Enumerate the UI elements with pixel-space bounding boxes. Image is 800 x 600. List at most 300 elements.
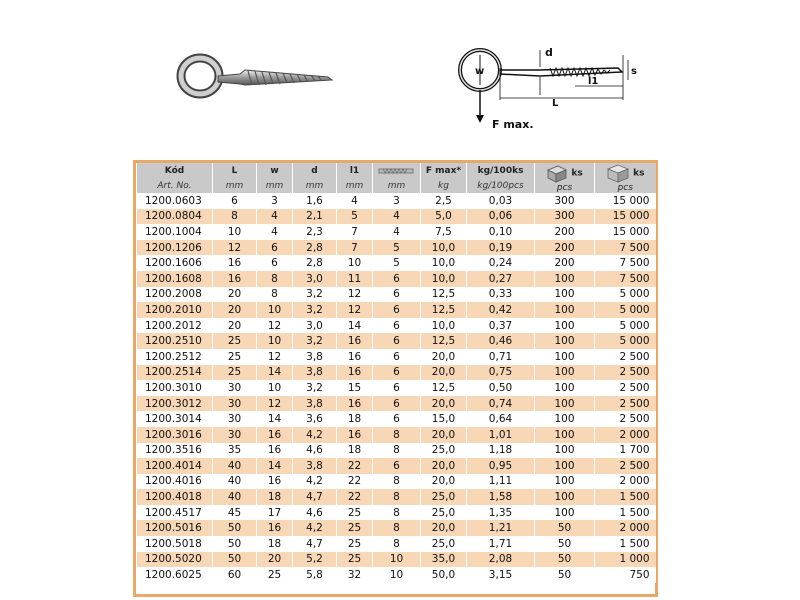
table-row: [137, 349, 656, 365]
cell-thread-length: 12: [337, 287, 373, 303]
cell-width: 10: [257, 333, 293, 349]
cell-code: 1200.2514: [137, 365, 213, 381]
ks-box-label: ks: [571, 168, 583, 179]
table-row: [137, 365, 656, 381]
cell-fmax: 10,0: [421, 318, 467, 334]
sub-l1-mm: mm: [337, 179, 373, 193]
table-row: [137, 411, 656, 427]
cell-qty-carton: 2 500: [595, 349, 656, 365]
table-row: [137, 380, 656, 396]
cell-code: 1200.1606: [137, 255, 213, 271]
cell-fmax: 12,5: [421, 287, 467, 303]
cell-qty-carton: 2 000: [595, 427, 656, 443]
cell-code: 1200.4016: [137, 474, 213, 490]
cell-fmax: 10,0: [421, 255, 467, 271]
cell-code: 1200.2012: [137, 318, 213, 334]
cell-width: 12: [257, 318, 293, 334]
cell-diameter: 2,3: [293, 224, 337, 240]
cell-width: 16: [257, 520, 293, 536]
cell-code: 1200.3010: [137, 380, 213, 396]
cell-weight: 0,64: [467, 411, 535, 427]
cell-fmax: 20,0: [421, 474, 467, 490]
cell-length: 60: [213, 567, 257, 583]
cell-weight: 1,01: [467, 427, 535, 443]
cell-code: 1200.4018: [137, 489, 213, 505]
cell-width: 16: [257, 443, 293, 459]
cell-fmax: 20,0: [421, 365, 467, 381]
cell-diameter: 3,0: [293, 271, 337, 287]
cell-dowel-size: 3: [373, 193, 421, 209]
cell-thread-length: 22: [337, 489, 373, 505]
fmax-label: F max.: [492, 118, 534, 131]
cell-code: 1200.1608: [137, 271, 213, 287]
ks-carton-label: ks: [633, 168, 645, 179]
cell-width: 14: [257, 411, 293, 427]
cell-dowel-size: 8: [373, 443, 421, 459]
table-row: [137, 396, 656, 412]
pcs-box-label: pcs: [556, 183, 573, 193]
cell-fmax: 10,0: [421, 271, 467, 287]
cell-dowel-size: 6: [373, 411, 421, 427]
cell-code: 1200.0804: [137, 209, 213, 225]
cell-qty-carton: 7 500: [595, 255, 656, 271]
cell-diameter: 3,2: [293, 333, 337, 349]
sub-L-mm: mm: [213, 179, 257, 193]
label-L: L: [552, 98, 559, 109]
cell-dowel-size: 8: [373, 489, 421, 505]
cell-code: 1200.2010: [137, 302, 213, 318]
cell-qty-carton: 2 500: [595, 396, 656, 412]
col-L: L: [213, 163, 257, 179]
table-row: [137, 536, 656, 552]
table-row: [137, 505, 656, 521]
cell-thread-length: 10: [337, 255, 373, 271]
col-ks-box: [535, 163, 595, 193]
table-row: [137, 193, 656, 209]
cell-code: 1200.4517: [137, 505, 213, 521]
cell-fmax: 10,0: [421, 240, 467, 256]
cell-width: 17: [257, 505, 293, 521]
spec-table: [136, 163, 656, 583]
cell-thread-length: 25: [337, 536, 373, 552]
spec-table-body: [137, 193, 656, 583]
cell-thread-length: 32: [337, 567, 373, 583]
cell-dowel-size: 6: [373, 271, 421, 287]
cell-width: 4: [257, 224, 293, 240]
cell-width: 6: [257, 240, 293, 256]
cell-fmax: 20,0: [421, 396, 467, 412]
cell-code: 1200.1206: [137, 240, 213, 256]
sub-d-mm: mm: [293, 179, 337, 193]
cell-weight: 0,42: [467, 302, 535, 318]
cell-qty-box: 50: [535, 520, 595, 536]
cell-width: 18: [257, 489, 293, 505]
cell-length: 40: [213, 474, 257, 490]
cell-length: 25: [213, 365, 257, 381]
cell-length: 25: [213, 349, 257, 365]
cell-dowel-size: 6: [373, 302, 421, 318]
cell-qty-box: 200: [535, 240, 595, 256]
cell-dowel-size: 8: [373, 474, 421, 490]
cell-fmax: 20,0: [421, 427, 467, 443]
cell-qty-box: 100: [535, 380, 595, 396]
cell-qty-carton: 1 500: [595, 505, 656, 521]
table-row: [137, 458, 656, 474]
cell-fmax: 7,5: [421, 224, 467, 240]
table-row: [137, 333, 656, 349]
cell-width: 25: [257, 567, 293, 583]
cell-thread-length: 18: [337, 411, 373, 427]
cell-diameter: 5,2: [293, 552, 337, 568]
cell-diameter: 4,2: [293, 427, 337, 443]
cell-width: 14: [257, 458, 293, 474]
table-row: [137, 567, 656, 583]
cell-diameter: 4,2: [293, 520, 337, 536]
cell-width: 20: [257, 552, 293, 568]
cell-width: 16: [257, 427, 293, 443]
cell-weight: 0,19: [467, 240, 535, 256]
cell-fmax: 15,0: [421, 411, 467, 427]
cell-qty-carton: 2 000: [595, 474, 656, 490]
cell-length: 50: [213, 520, 257, 536]
cell-qty-box: 100: [535, 349, 595, 365]
cell-qty-carton: 2 000: [595, 520, 656, 536]
table-row: [137, 209, 656, 225]
cell-width: 14: [257, 365, 293, 381]
cell-fmax: 25,0: [421, 489, 467, 505]
cell-length: 50: [213, 552, 257, 568]
cell-qty-carton: 1 000: [595, 552, 656, 568]
cell-weight: 0,74: [467, 396, 535, 412]
cell-thread-length: 16: [337, 427, 373, 443]
cell-code: 1200.6025: [137, 567, 213, 583]
cell-dowel-size: 5: [373, 240, 421, 256]
cell-qty-box: 200: [535, 224, 595, 240]
cell-length: 8: [213, 209, 257, 225]
cell-dowel-size: 5: [373, 255, 421, 271]
table-row: [137, 255, 656, 271]
cell-qty-box: 300: [535, 209, 595, 225]
small-box-icon: [546, 163, 568, 183]
cell-width: 18: [257, 536, 293, 552]
cell-weight: 0,46: [467, 333, 535, 349]
cell-thread-length: 25: [337, 520, 373, 536]
cell-fmax: 25,0: [421, 443, 467, 459]
cell-thread-length: 15: [337, 380, 373, 396]
cell-qty-box: 100: [535, 318, 595, 334]
cell-qty-box: 100: [535, 287, 595, 303]
cell-diameter: 3,0: [293, 318, 337, 334]
cell-fmax: 20,0: [421, 520, 467, 536]
cell-qty-carton: 7 500: [595, 271, 656, 287]
cell-thread-length: 5: [337, 209, 373, 225]
cell-fmax: 25,0: [421, 505, 467, 521]
cell-weight: 1,35: [467, 505, 535, 521]
cell-dowel-size: 8: [373, 427, 421, 443]
cell-diameter: 3,2: [293, 380, 337, 396]
cell-code: 1200.2512: [137, 349, 213, 365]
cell-diameter: 2,8: [293, 255, 337, 271]
screw-eye-photo: [160, 40, 370, 140]
cell-weight: 0,03: [467, 193, 535, 209]
cell-fmax: 50,0: [421, 567, 467, 583]
cell-thread-length: 16: [337, 349, 373, 365]
cell-fmax: 25,0: [421, 536, 467, 552]
cell-qty-carton: 2 500: [595, 411, 656, 427]
cell-length: 45: [213, 505, 257, 521]
cell-qty-carton: 5 000: [595, 333, 656, 349]
cell-dowel-size: 6: [373, 380, 421, 396]
col-dowel: [373, 163, 421, 179]
cell-diameter: 3,2: [293, 302, 337, 318]
cell-dowel-size: 6: [373, 349, 421, 365]
cell-thread-length: 22: [337, 458, 373, 474]
table-row: [137, 224, 656, 240]
cell-fmax: 20,0: [421, 458, 467, 474]
cell-thread-length: 11: [337, 271, 373, 287]
table-row: [137, 520, 656, 536]
cell-fmax: 5,0: [421, 209, 467, 225]
cell-diameter: 3,8: [293, 365, 337, 381]
cell-weight: 0,95: [467, 458, 535, 474]
col-w: w: [257, 163, 293, 179]
pcs-carton-label: pcs: [617, 183, 633, 193]
cell-dowel-size: 8: [373, 520, 421, 536]
cell-code: 1200.3516: [137, 443, 213, 459]
cell-fmax: 12,5: [421, 380, 467, 396]
cell-weight: 2,08: [467, 552, 535, 568]
label-l1: l1: [588, 76, 599, 87]
cell-length: 20: [213, 318, 257, 334]
cell-qty-carton: 5 000: [595, 287, 656, 303]
cell-dowel-size: 6: [373, 287, 421, 303]
cell-qty-box: 100: [535, 271, 595, 287]
cell-thread-length: 25: [337, 552, 373, 568]
cell-diameter: 4,7: [293, 536, 337, 552]
cell-qty-carton: 15 000: [595, 209, 656, 225]
table-row: [137, 302, 656, 318]
cell-length: 35: [213, 443, 257, 459]
cell-length: 40: [213, 458, 257, 474]
cell-thread-length: 4: [337, 193, 373, 209]
col-d: d: [293, 163, 337, 179]
cell-qty-box: 100: [535, 396, 595, 412]
sub-w-mm: mm: [257, 179, 293, 193]
cell-weight: 1,11: [467, 474, 535, 490]
cell-weight: 0,27: [467, 271, 535, 287]
cell-qty-box: 100: [535, 411, 595, 427]
cell-fmax: 12,5: [421, 333, 467, 349]
cell-code: 1200.5016: [137, 520, 213, 536]
header-row: [137, 163, 656, 179]
label-s: s: [631, 66, 637, 77]
cell-weight: 0,10: [467, 224, 535, 240]
cell-length: 6: [213, 193, 257, 209]
cell-thread-length: 12: [337, 302, 373, 318]
cell-dowel-size: 4: [373, 224, 421, 240]
cell-weight: 0,50: [467, 380, 535, 396]
cell-code: 1200.2510: [137, 333, 213, 349]
cell-fmax: 2,5: [421, 193, 467, 209]
cell-diameter: 3,8: [293, 396, 337, 412]
cell-qty-carton: 15 000: [595, 224, 656, 240]
cell-width: 8: [257, 271, 293, 287]
cell-weight: 0,33: [467, 287, 535, 303]
cell-diameter: 5,8: [293, 567, 337, 583]
cell-thread-length: 16: [337, 365, 373, 381]
sub-dowel-mm: mm: [373, 179, 421, 193]
cell-qty-box: 100: [535, 489, 595, 505]
spec-table-frame: [133, 160, 658, 597]
cell-diameter: 1,6: [293, 193, 337, 209]
cell-length: 12: [213, 240, 257, 256]
cell-qty-box: 100: [535, 474, 595, 490]
col-l1: l1: [337, 163, 373, 179]
cell-weight: 1,58: [467, 489, 535, 505]
cell-weight: 0,71: [467, 349, 535, 365]
cell-diameter: 3,8: [293, 349, 337, 365]
cell-qty-box: 50: [535, 567, 595, 583]
cell-length: 20: [213, 302, 257, 318]
cell-qty-box: 100: [535, 427, 595, 443]
cell-diameter: 4,2: [293, 474, 337, 490]
col-ks-carton: [595, 163, 656, 193]
cell-diameter: 3,6: [293, 411, 337, 427]
cell-qty-carton: 2 500: [595, 380, 656, 396]
cell-length: 10: [213, 224, 257, 240]
cell-diameter: 2,1: [293, 209, 337, 225]
cell-thread-length: 16: [337, 396, 373, 412]
sub-art-no: Art. No.: [137, 179, 213, 193]
cell-weight: 0,06: [467, 209, 535, 225]
cell-diameter: 3,2: [293, 287, 337, 303]
cell-qty-box: 100: [535, 505, 595, 521]
table-row: [137, 489, 656, 505]
cell-length: 30: [213, 380, 257, 396]
cell-width: 3: [257, 193, 293, 209]
cell-weight: 1,18: [467, 443, 535, 459]
cell-diameter: 3,8: [293, 458, 337, 474]
label-d: d: [545, 46, 553, 59]
cell-width: 12: [257, 396, 293, 412]
cell-qty-carton: 15 000: [595, 193, 656, 209]
col-kod: Kód: [137, 163, 213, 179]
cell-dowel-size: 8: [373, 536, 421, 552]
cell-qty-box: 100: [535, 365, 595, 381]
cell-qty-box: 100: [535, 333, 595, 349]
cell-code: 1200.0603: [137, 193, 213, 209]
dimension-drawing: [440, 20, 650, 140]
table-row: [137, 271, 656, 287]
cell-weight: 1,71: [467, 536, 535, 552]
cell-qty-carton: 5 000: [595, 318, 656, 334]
cell-diameter: 4,7: [293, 489, 337, 505]
cell-length: 20: [213, 287, 257, 303]
col-weight: kg/100ks: [467, 163, 535, 179]
cell-width: 6: [257, 255, 293, 271]
cell-thread-length: 16: [337, 333, 373, 349]
carton-icon: [606, 163, 630, 183]
cell-dowel-size: 6: [373, 318, 421, 334]
cell-dowel-size: 6: [373, 458, 421, 474]
cell-code: 1200.5018: [137, 536, 213, 552]
table-row: [137, 240, 656, 256]
cell-qty-carton: 2 500: [595, 365, 656, 381]
sub-fmax-kg: kg: [421, 179, 467, 193]
cell-weight: 1,21: [467, 520, 535, 536]
cell-code: 1200.3014: [137, 411, 213, 427]
cell-qty-carton: 750: [595, 567, 656, 583]
cell-code: 1200.3016: [137, 427, 213, 443]
cell-qty-carton: 5 000: [595, 302, 656, 318]
label-w: w: [475, 66, 485, 77]
cell-fmax: 12,5: [421, 302, 467, 318]
cell-width: 10: [257, 302, 293, 318]
cell-dowel-size: 4: [373, 209, 421, 225]
cell-length: 30: [213, 427, 257, 443]
cell-thread-length: 18: [337, 443, 373, 459]
cell-width: 4: [257, 209, 293, 225]
cell-qty-box: 100: [535, 458, 595, 474]
table-row: [137, 287, 656, 303]
cell-weight: 0,37: [467, 318, 535, 334]
cell-length: 50: [213, 536, 257, 552]
cell-dowel-size: 10: [373, 552, 421, 568]
cell-thread-length: 14: [337, 318, 373, 334]
table-row: [137, 552, 656, 568]
cell-qty-box: 300: [535, 193, 595, 209]
table-row: [137, 443, 656, 459]
cell-width: 10: [257, 380, 293, 396]
cell-qty-carton: 2 500: [595, 458, 656, 474]
table-row: [137, 427, 656, 443]
cell-thread-length: 22: [337, 474, 373, 490]
cell-fmax: 20,0: [421, 349, 467, 365]
cell-length: 16: [213, 271, 257, 287]
cell-width: 12: [257, 349, 293, 365]
cell-diameter: 2,8: [293, 240, 337, 256]
dowel-icon: [377, 166, 417, 176]
cell-qty-carton: 1 700: [595, 443, 656, 459]
cell-diameter: 4,6: [293, 443, 337, 459]
cell-qty-carton: 1 500: [595, 489, 656, 505]
cell-thread-length: 7: [337, 240, 373, 256]
cell-dowel-size: 6: [373, 333, 421, 349]
cell-code: 1200.3012: [137, 396, 213, 412]
table-row: [137, 318, 656, 334]
cell-qty-box: 200: [535, 255, 595, 271]
cell-thread-length: 7: [337, 224, 373, 240]
cell-length: 25: [213, 333, 257, 349]
cell-length: 30: [213, 411, 257, 427]
cell-dowel-size: 6: [373, 396, 421, 412]
cell-weight: 0,24: [467, 255, 535, 271]
cell-length: 16: [213, 255, 257, 271]
cell-dowel-size: 6: [373, 365, 421, 381]
cell-qty-carton: 7 500: [595, 240, 656, 256]
col-fmax: F max*: [421, 163, 467, 179]
sub-weight-unit: kg/100pcs: [467, 179, 535, 193]
table-row: [137, 474, 656, 490]
cell-width: 16: [257, 474, 293, 490]
cell-diameter: 4,6: [293, 505, 337, 521]
cell-width: 8: [257, 287, 293, 303]
cell-length: 40: [213, 489, 257, 505]
cell-dowel-size: 8: [373, 505, 421, 521]
cell-code: 1200.1004: [137, 224, 213, 240]
cell-code: 1200.5020: [137, 552, 213, 568]
cell-fmax: 35,0: [421, 552, 467, 568]
